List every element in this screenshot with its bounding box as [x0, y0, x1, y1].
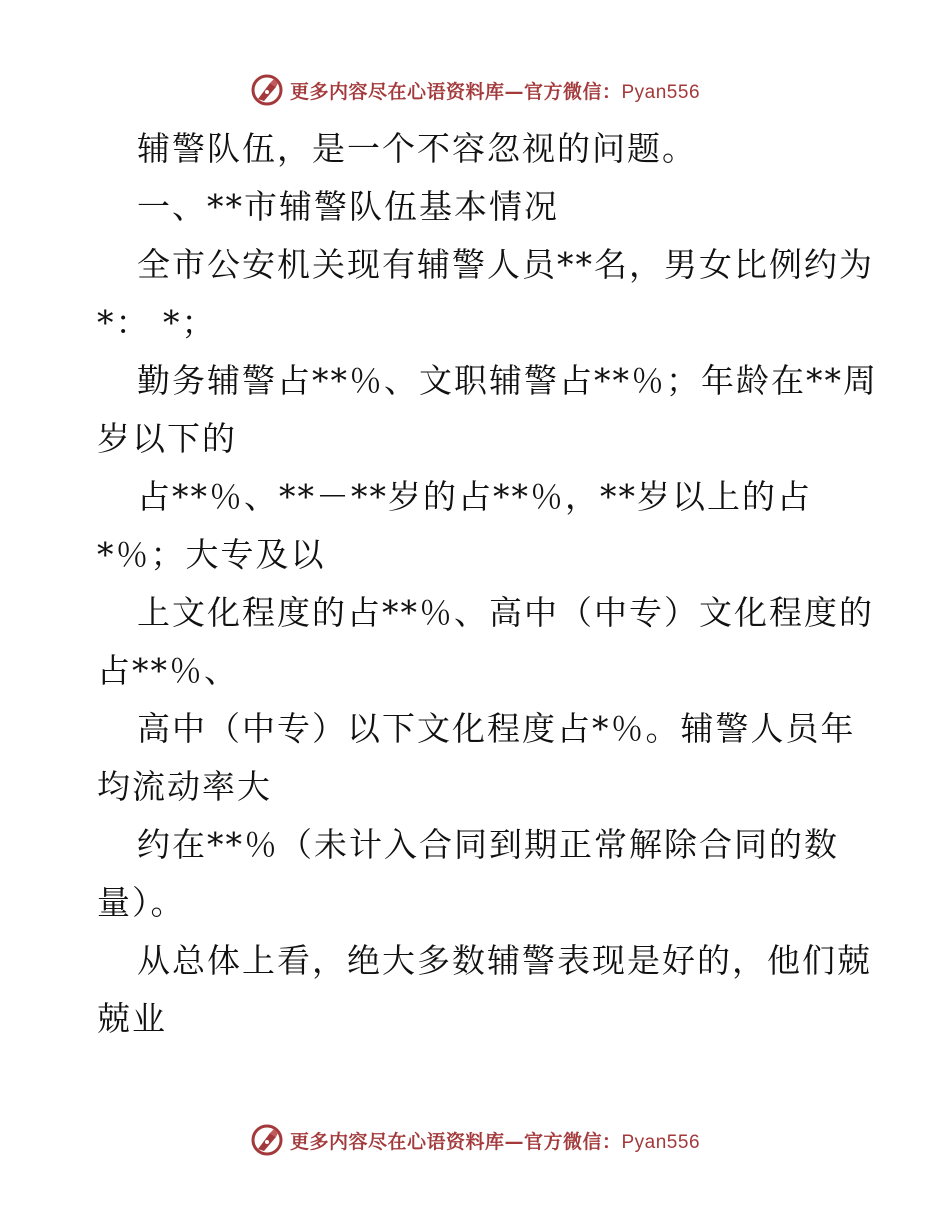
section-heading: 一、**市辅警队伍基本情况	[137, 187, 559, 226]
banner-slogan: 更多内容尽在心语资料库—官方微信：	[289, 1130, 622, 1153]
text-line: 岁以下的	[97, 419, 237, 458]
banner-wechat-id: Pyan556	[621, 1131, 701, 1153]
text-line: 均流动率大	[97, 767, 272, 806]
document-body	[97, 120, 878, 1048]
text-line: *％；大专及以	[97, 535, 326, 574]
text-line: 高中（中专）以下文化程度占*％。辅警人员年	[137, 709, 856, 748]
text-line: 从总体上看，绝大多数辅警表现是好的，他们兢	[137, 941, 872, 980]
banner-slogan: 更多内容尽在心语资料库—官方微信：	[289, 80, 622, 103]
text-line: 辅警队伍，是一个不容忽视的问题。	[137, 129, 697, 168]
text-line: 占**％、	[97, 651, 239, 690]
pen-nib-logo-icon	[250, 1123, 284, 1157]
text-line: 兢业	[97, 999, 167, 1038]
text-line: 约在**％（未计入合同到期正常解除合同的数	[137, 825, 839, 864]
text-line: *： *；	[97, 303, 217, 342]
header-banner	[0, 70, 950, 110]
footer-banner	[0, 1120, 950, 1160]
text-line: 勤务辅警占**％、文职辅警占**％；年龄在**周	[137, 361, 878, 400]
banner-text	[290, 1127, 700, 1154]
banner-text	[290, 77, 700, 104]
text-line: 占**％、**－**岁的占**％，**岁以上的占	[137, 477, 812, 516]
text-line: 量）。	[97, 883, 186, 922]
text-line: 上文化程度的占**％、高中（中专）文化程度的	[137, 593, 874, 632]
text-line: 全市公安机关现有辅警人员**名，男女比例约为	[137, 245, 874, 284]
banner-wechat-id: Pyan556	[621, 81, 701, 103]
pen-nib-logo-icon	[250, 73, 284, 107]
